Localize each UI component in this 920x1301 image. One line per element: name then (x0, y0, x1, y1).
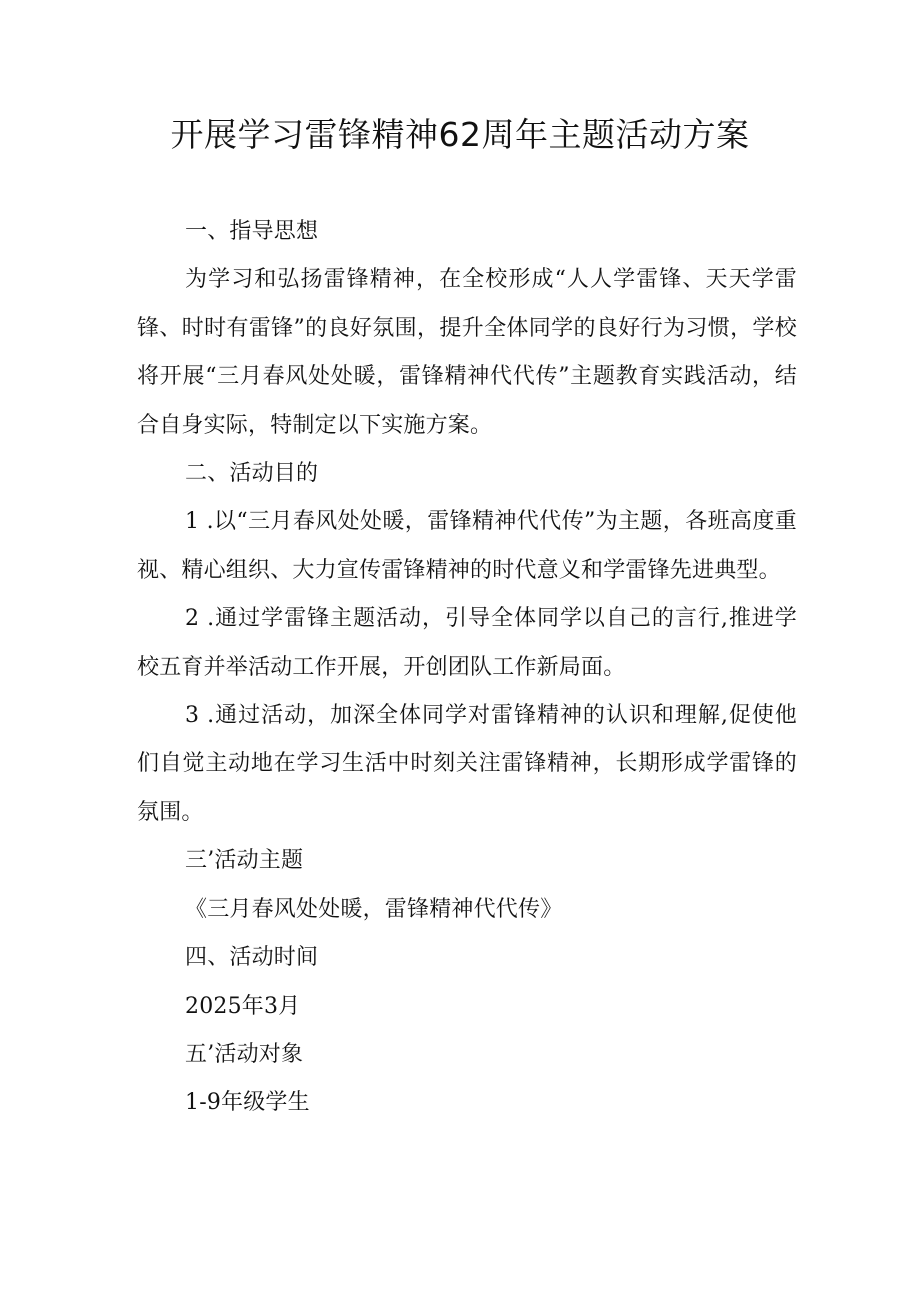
activity-target-text: 1-9年级学生 (185, 1090, 310, 1116)
section-heading-activity-purpose: 二、活动目的 (185, 461, 319, 487)
purpose-item-1: 1 .以“三月春风处处暖，雷锋精神代代传”为主题，各班高度重视、精心组织、大力宣传雷锋精神的时代意义和学雷锋先进典型。 (137, 509, 797, 583)
activity-time-text: 2025年3月 (185, 993, 301, 1019)
purpose-item-3: 3 .通过活动，加深全体同学对雷锋精神的认识和理解,促使他们自觉主动地在学习生活中时刻关注雷锋精神，长期形成学雷锋的氛围。 (137, 703, 797, 825)
document-body (137, 208, 797, 1128)
section-heading-activity-target: 五’活动对象 (185, 1041, 304, 1067)
section-heading-activity-theme: 三’活动主题 (185, 848, 304, 874)
document-title: 开展学习雷锋精神62周年主题活动方案 (170, 115, 750, 154)
section-heading-guiding-ideology: 一、指导思想 (185, 219, 319, 244)
purpose-item-2: 2 .通过学雷锋主题活动，引导全体同学以自己的言行,推进学校五育并举活动工作开展，开创团队工作新局面。 (137, 606, 797, 680)
paragraph-guiding-ideology: 为学习和弘扬雷锋精神，在全校形成“人人学雷锋、天天学雷锋、时时有雷锋”的良好氛围，提升全体同学的良好行为习惯，学校将开展“三月春风处处暖，雷锋精神代代传”主题教育实践活动，结合自身实际，特制定以下实施方案。 (137, 267, 797, 438)
activity-theme-text: 《三月春风处处暖，雷锋精神代代传》 (185, 896, 563, 922)
section-heading-activity-time: 四、活动时间 (185, 945, 319, 971)
